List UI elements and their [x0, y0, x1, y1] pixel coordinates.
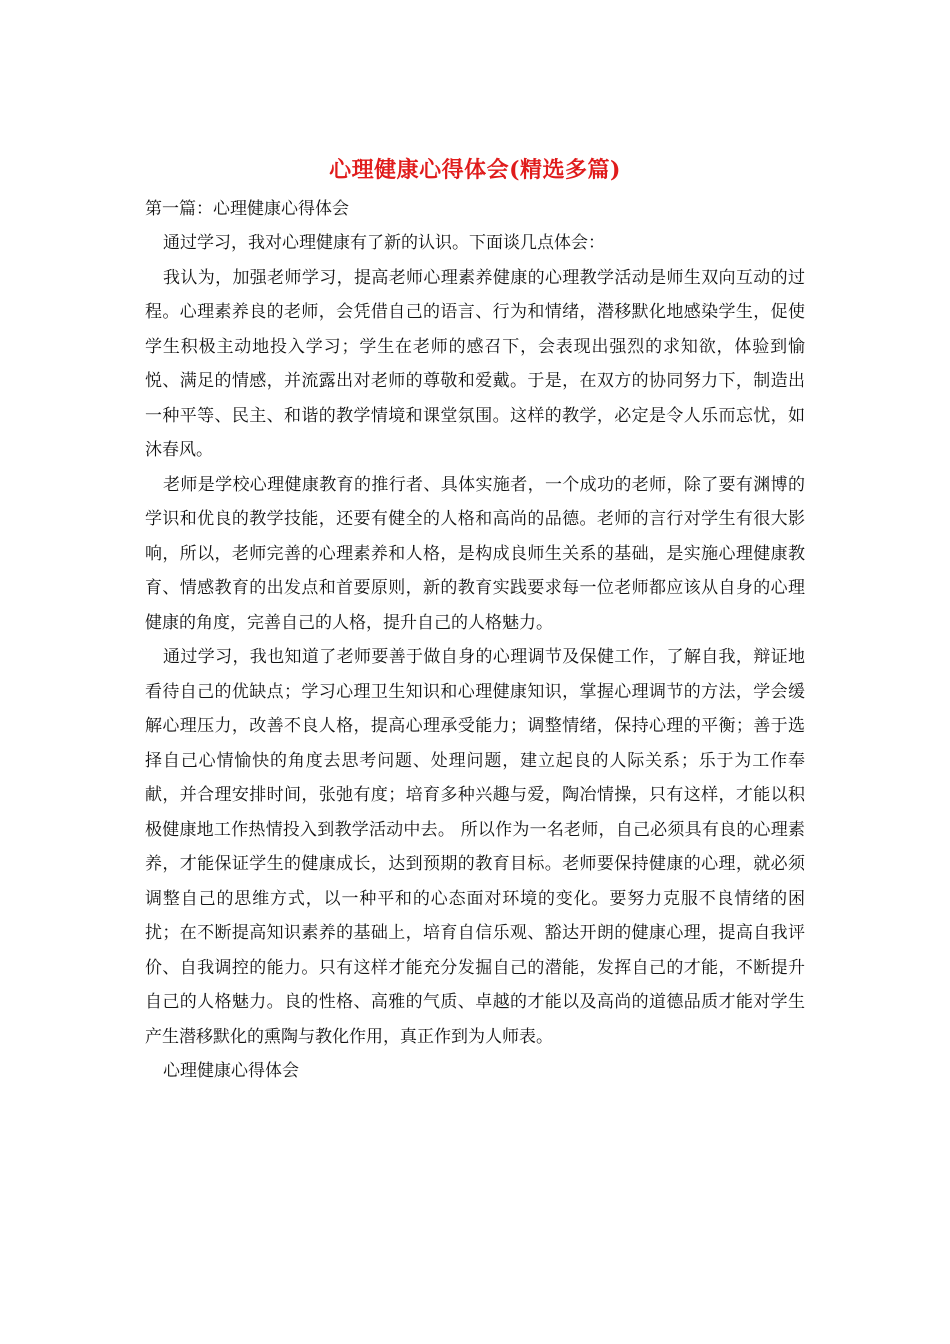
paragraph-teacher-role: 老师是学校心理健康教育的推行者、具体实施者，一个成功的老师，除了要有渊博的学识和优良的教学技能，还要有健全的人格和高尚的品德。老师的言行对学生有很大影响，所以，老师完善的心理素养和人格，是构成良师生关系的基础，是实施心理健康教育、情感教育的出发点和首要原则，新的教育实践要求每一位老师都应该从自身的心理健康的角度，完善自己的人格，提升自己的人格魅力。	[145, 474, 805, 633]
paragraph-self-adjustment: 通过学习，我也知道了老师要善于做自身的心理调节及保健工作，了解自我，辩证地看待自己的优缺点；学习心理卫生知识和心理健康知识，掌握心理调节的方法，学会缓解心理压力，改善不良人格，提高心理承受能力；调整情绪，保持心理的平衡；善于选择自己心情愉快的角度去思考问题、处理问题，建立起良的人际关系；乐于为工作奉献，并合理安排时间，张弛有度；培育多种兴趣与爱，陶冶情操，只有这样，才能以积极健康地工作热情投入到教学活动中去。 所以作为一名老师，自己必须具有良的心理素养，才能保证学生的健康成长，达到预期的教育目标。老师要保持健康的心理，就必须调整自己的思维方式，以一种平和的心态面对环境的变化。要努力克服不良情绪的困扰；在不断提高知识素养的基础上，培育自信乐观、豁达开朗的健康心理，提高自我评价、自我调控的能力。只有这样才能充分发掘自己的潜能，发挥自己的才能，不断提升自己的人格魅力。良的性格、高雅的气质、卓越的才能以及高尚的道德品质才能对学生产生潜移默化的熏陶与教化作用，真正作到为人师表。	[145, 647, 805, 1047]
section-heading: 第一篇：心理健康心得体会	[145, 199, 349, 219]
paragraph-teacher-learning: 我认为，加强老师学习，提高老师心理素养健康的心理教学活动是师生双向互动的过程。心理素养良的老师，会凭借自己的语言、行为和情绪，潜移默化地感染学生，促使学生积极主动地投入学习；学生在老师的感召下，会表现出强烈的求知欲，体验到愉悦、满足的情感，并流露出对老师的尊敬和爱戴。于是，在双方的协同努力下，制造出一种平等、民主、和谐的教学情境和课堂氛围。这样的教学，必定是令人乐而忘忧，如沐春风。	[145, 267, 805, 460]
paragraph-intro: 通过学习，我对心理健康有了新的认识。下面谈几点体会：	[163, 233, 605, 253]
document-title: 心理健康心得体会(精选多篇)	[329, 157, 621, 183]
document-body	[145, 150, 805, 1088]
sub-heading: 心理健康心得体会	[163, 1061, 299, 1081]
